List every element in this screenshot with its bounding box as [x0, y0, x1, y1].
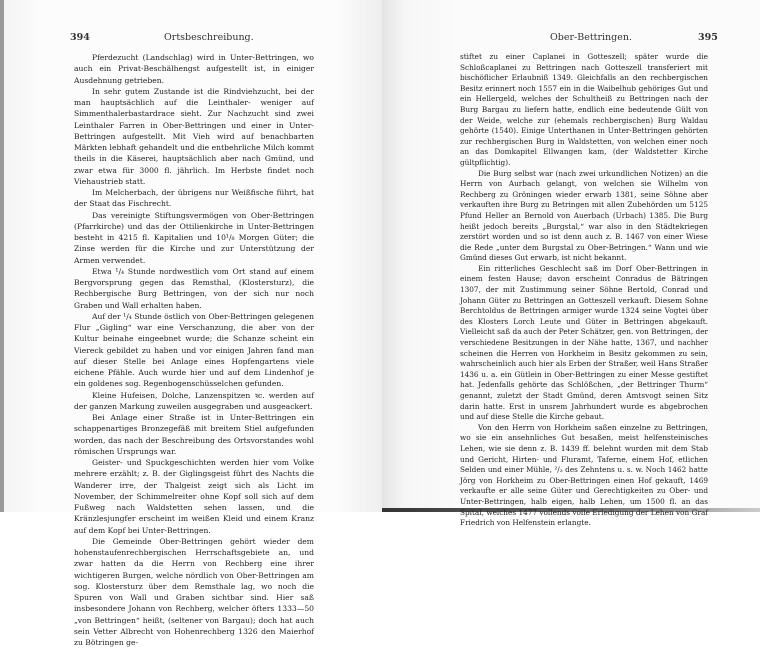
paragraph: Die Gemeinde Ober-Bettringen gehört wieder dem hohenstaufenrechbergischen Herrschaftsgebiete an, und zwar hatten da die Herrn von Rechberg eine ihrer wichtigeren Burgen, welche nördlich von Ober-Bettringen am sog. Klostersturz über dem Remsthale lag, wo noch die Spuren von Wall und Graben sichtbar sind. Hier saß insbesondere Johann von Rechberg, welcher öfters 1333—50 „von Bettringen“ heißt, (seltener von Bargau); doch hat auch sein Vetter Albrecht von Hohenrechberg 1326 den Maierhof zu Bötringen ge- — [74, 536, 314, 647]
body-text — [74, 52, 314, 648]
page-number: 394 — [70, 32, 90, 43]
paragraph: Pferdezucht (Landschlag) wird in Unter-Bettringen, wo auch ein Privat-Beschälhengst aufgestellt ist, in einiger Ausdehnung getrieben. — [74, 53, 314, 85]
paragraph: Bei Anlage einer Straße ist in Unter-Bettringen ein schappenartiges Bronzegefäß mit breitem Stiel aufgefunden worden, das nach der Beschreibung des Ortsvorstandes wohl römischen Ursprungs war. — [74, 413, 314, 456]
running-head: Ortsbeschreibung. — [164, 32, 254, 43]
paragraph: Kleine Hufeisen, Dolche, Lanzenspitzen ꝛc. werden auf der ganzen Markung zuweilen ausgegraben und ausgeackert. — [74, 390, 314, 411]
paragraph: stiftet zu einer Caplanei in Gotteszell; später wurde die Schloßcaplanei zu Bettringen nach Gotteszell transferiert mit bischöflicher Erlaubniß 1349. Gleichfalls an den rechbergischen Besitz erinnert noch 1557 ein in die Waibelhub gehöriges Gut und ein Hellergeld, welches der Schultheiß zu Bettringen nach der Burg Bargau zu liefern hatte, endlich eine bedeutende Gült von der Weide, welche zur (ehemals rechbergischen) Burg Waldau gehörte (1540). Einige Unterthanen in Unter-Bettringen gehörten zur rechbergischen Burg in Waldstetten, von welchen einer noch an das Domkapitel Ellwangen kam, (der Waldstetter Kirche gültpflichtig). — [460, 52, 708, 167]
left-page — [4, 0, 382, 647]
running-head: Ober-Bettringen. — [550, 32, 633, 43]
paragraph: Auf der ¹/₄ Stunde östlich von Ober-Bettringen gelegenen Flur „Gigling“ war eine Verschanzung, die aber von der Kultur beinahe eingeebnet wurde; die Schanze scheint ein Viereck gebildet zu haben und vor einigen Jahren fand man auf dieser Stelle bei Anlage eines Hopfengartens viele eichene Pfähle. Auch wurde hier und auf dem Lindenhof je ein goldenes sog. Regenbogenschüsselchen gefunden. — [74, 311, 314, 389]
body-text — [460, 52, 708, 529]
paragraph: Die Burg selbst war (nach zwei urkundlichen Notizen) an die Herrn von Aurbach gelangt, von welchen sie Wilhelm von Rechberg zu Gröningen wieder erwarb 1381, seine Söhne aber verkauften ihre Burg zu Betringen mit allen Zubehörden um 5125 Pfund Heller an Bernold von Auerbach (Urbach) 1385. Die Burg heißt jedoch bereits „Burgstal,“ war also in den Städtekriegen zerstört worden und so ist denn auch z. B. 1467 von einer Wiese die Rede „unter dem Burgstal zu Ober-Betringen.“ Wann und wie Gmünd dieses Gut erwarb, ist nicht bekannt. — [460, 168, 708, 263]
paragraph: Etwa ¹/₄ Stunde nordwestlich vom Ort stand auf einem Bergvorsprung gegen das Remsthal, (Klostersturz), die Rechbergische Burg Bettringen, von der sich nur noch Graben und Wall erhalten haben. — [74, 266, 314, 310]
right-page — [382, 0, 760, 528]
paragraph: Von den Herrn von Horkheim saßen einzelne zu Bettringen, wo sie ein ansehnliches Gut besaßen, meist helfensteinisches Lehen, wie sie denn z. B. 1439 ff. belehnt wurden mit dem Stab und Gericht, Hirten- und Fluramt, Taferne, einem Hof, etlichen Selden und einer Mühle, ²/₃ des Zehntens u. s. w. Noch 1462 hatte Jörg von Horkheim zu Ober-Bettringen einen Hof gekauft, 1469 verkaufte er alle seine Güter und Gerechtigkeiten zu Ober- und Unter-Bettringen, halb eigen, halb Lehen, um 1500 fl. an das Spital, welches 1477 vollends volle Erledigung der Lehen von Graf Friedrich von Helfenstein erlangte. — [460, 422, 708, 528]
paragraph: Ein ritterliches Geschlecht saß im Dorf Ober-Bettringen in einem festen Hause; davon erscheint Conradus de Bätringen 1307, der mit Zustimmung seiner Söhne Bertold, Conrad und Johann Güter zu Bettringen an Gotteszell verkauft. Diesem Sohne Berchtoldus de Bettringen armiger wurde 1324 seine Vogtei über des Klosters Lorch Leute und Güter in Bettringen abgekauft. Vielleicht saß da auch der Peter Schätzer, gen. von Bettringen, der verschiedene Besitzungen in der Nähe hatte, 1367, und nachher scheinen die Herren von Horkheim in Besitz gekommen zu sein, wahrscheinlich auch hier als Erben der Straßer, weil Hans Straßer 1436 u. a. ein Gütlein in Ober-Bettringen zu einer Messe gestiftet hat. Jedenfalls gehörte das Schlößchen, „der Bettringer Thurm“ genannt, zuletzt der Stadt Gmünd, deren Amtsvogt seinen Sitz darin hatte. Erst in unsrem Jahrhundert wurde es abgebrochen und auf diese Stelle die Kirche gebaut. — [460, 263, 708, 422]
page-number: 395 — [698, 32, 718, 43]
paragraph: Im Melcherbach, der übrigens nur Weißfische führt, hat der Staat das Fischrecht. — [74, 188, 314, 209]
paragraph: In sehr gutem Zustande ist die Rindviehzucht, bei der man hauptsächlich auf die Leinthaler- weniger auf Simmenthalerbastardrace sieht. Zur Nachzucht sind zwei Leinthaler Farren in Ober-Bettringen und einer in Unter-Bettringen aufgestellt. Mit Vieh wird auf benachbarten Märkten lebhaft gehandelt und die entbehrliche Milch kommt theils in die Käserei, hauptsächlich aber nach Gmünd, und zwar etwa für 3000 fl. jährlich. Im Herbste findet noch Viehaustrieb statt. — [74, 86, 314, 186]
paragraph: Geister- und Spuckgeschichten werden hier vom Volke mehrere erzählt; z. B. der Giglingsgeist führt des Nachts die Wanderer irre, der Thalgeist zeigt sich als Licht im November, der Schimmelreiter ohne Kopf soll sich auf dem Fußweg nach Waldstetten sehen lassen, und die Kränzlesjungfer erscheint im weißen Kleid und einem Kranz auf dem Kopf bei Unter-Bettringen. — [74, 458, 314, 535]
paragraph: Das vereinigte Stiftungsvermögen von Ober-Bettringen (Pfarrkirche) und das der Ottilienkirche in Unter-Bettringen besteht in 4215 fl. Kapitalien und 10¹/₈ Morgen Güter; die Zinse werden für die Kirche und zur Unterstützung der Armen verwendet. — [74, 210, 314, 265]
